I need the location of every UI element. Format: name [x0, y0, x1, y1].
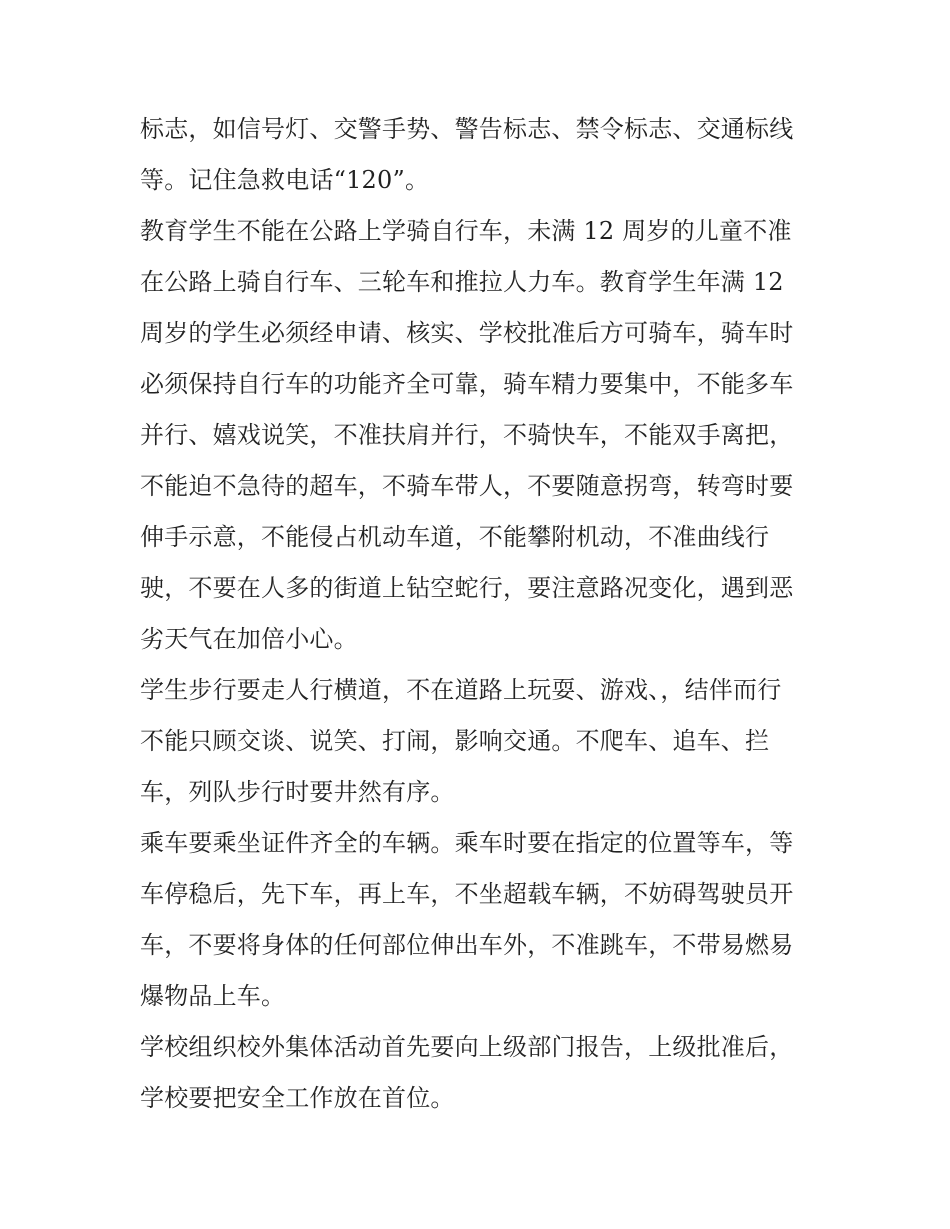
text-line: 并行、嬉戏说笑，不准扶肩并行，不骑快车，不能双手离把，: [140, 421, 794, 449]
text-line: 学生步行要走人行横道，不在道路上玩耍、游戏、，结伴而行: [140, 676, 782, 704]
paragraph-school-activities: [140, 1022, 820, 1124]
text-line: 学校组织校外集体活动首先要向上级部门报告，上级批准后，: [140, 1033, 794, 1061]
text-line: 乘车要乘坐证件齐全的车辆。乘车时要在指定的位置等车，等: [140, 829, 794, 857]
document-body: [140, 104, 820, 1124]
text-line: 车，不要将身体的任何部位伸出车外，不准跳车，不带易燃易: [140, 931, 794, 959]
text-line: 不能迫不急待的超车，不骑车带人，不要随意拐弯，转弯时要: [140, 472, 794, 500]
text-line: 标志，如信号灯、交警手势、警告标志、禁令标志、交通标线: [140, 115, 794, 143]
text-line: 必须保持自行车的功能齐全可靠，骑车精力要集中，不能多车: [140, 370, 794, 398]
text-line: 劣天气在加倍小心。: [140, 625, 358, 653]
text-line: 爆物品上车。: [140, 982, 286, 1010]
text-line: 驶，不要在人多的街道上钻空蛇行，要注意路况变化，遇到恶: [140, 574, 794, 602]
text-line: 等。记住急救电话“120”。: [140, 166, 430, 194]
text-line: 不能只顾交谈、说笑、打闹，影响交通。不爬车、追车、拦: [140, 727, 770, 755]
text-line: 在公路上骑自行车、三轮车和推拉人力车。教育学生年满 12: [140, 268, 784, 296]
paragraph-riding-vehicle-rules: [140, 818, 820, 1022]
paragraph-traffic-signs: [140, 104, 820, 206]
text-line: 教育学生不能在公路上学骑自行车，未满 12 周岁的儿童不准: [140, 217, 792, 245]
text-line: 学校要把安全工作放在首位。: [140, 1084, 455, 1112]
text-line: 车停稳后，先下车，再上车，不坐超载车辆，不妨碍驾驶员开: [140, 880, 794, 908]
text-line: 周岁的学生必须经申请、核实、学校批准后方可骑车，骑车时: [140, 319, 794, 347]
text-line: 伸手示意，不能侵占机动车道，不能攀附机动，不准曲线行: [140, 523, 770, 551]
text-line: 车，列队步行时要井然有序。: [140, 778, 455, 806]
paragraph-cycling-rules: [140, 206, 820, 665]
paragraph-walking-rules: [140, 665, 820, 818]
